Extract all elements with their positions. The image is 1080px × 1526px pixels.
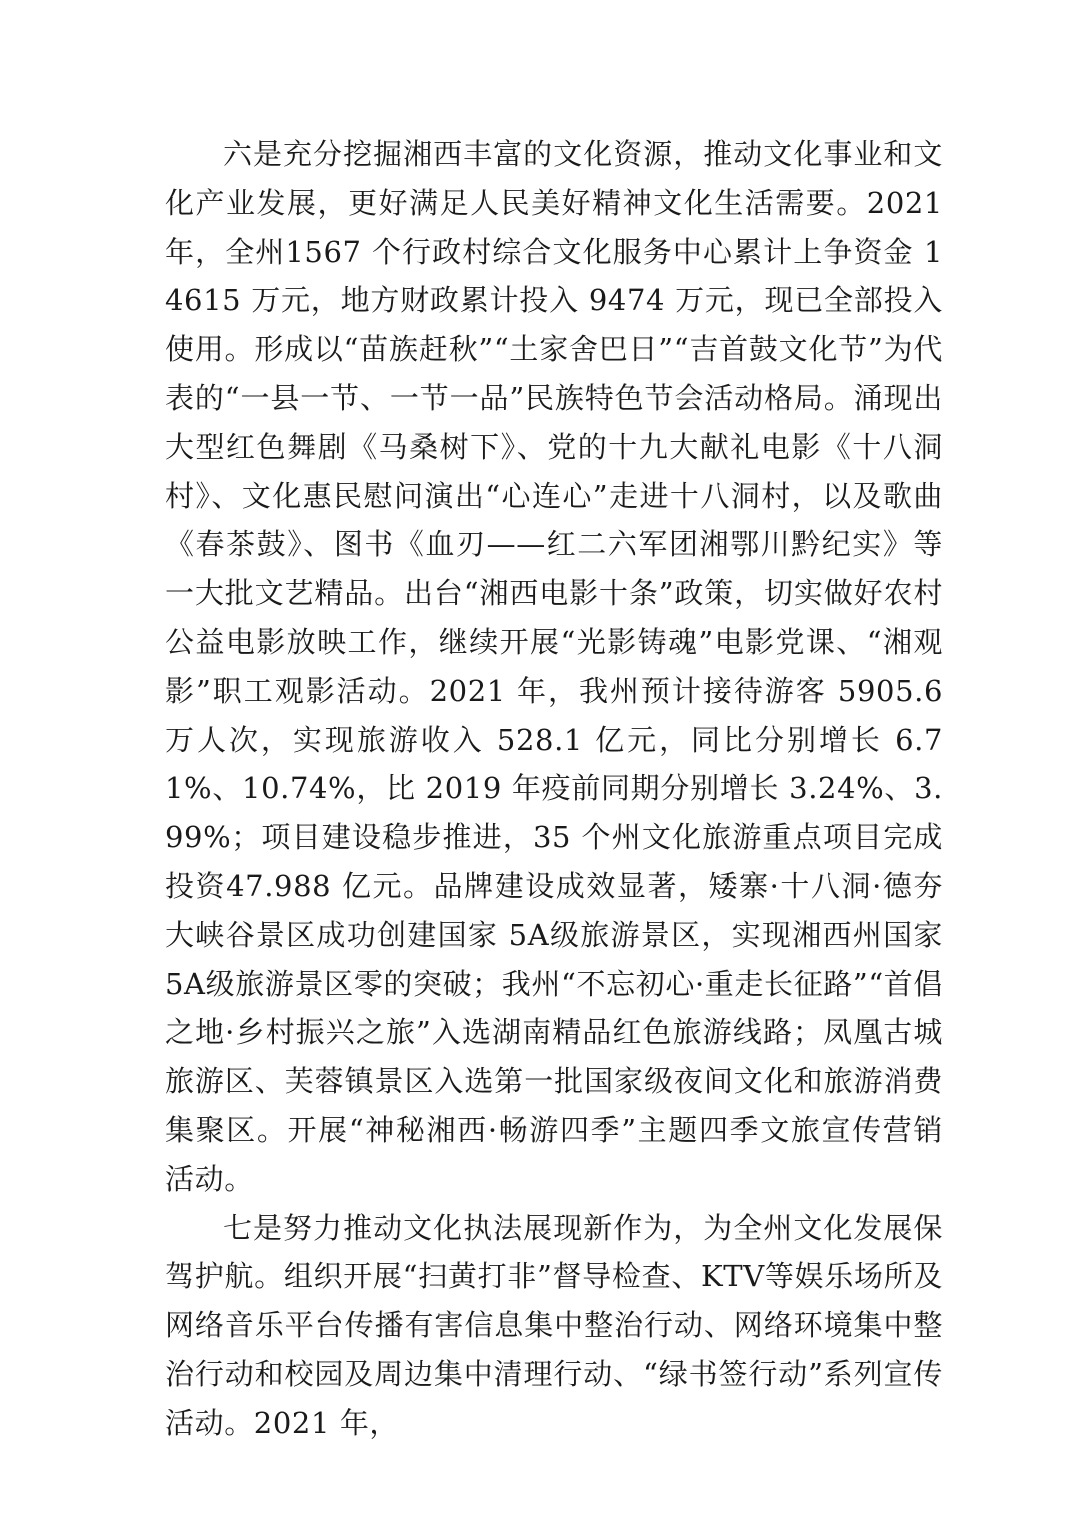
body-text [165,130,943,1448]
paragraph-six: 六是充分挖掘湘西丰富的文化资源，推动文化事业和文化产业发展，更好满足人民美好精神文化生活需要。2021 年，全州1567 个行政村综合文化服务中心累计上争资金 14615 万元，地方财政累计投入 9474 万元，现已全部投入使用。形成以“苗族赶秋”“土家舍巴日”“吉首鼓文化节”为代表的“一县一节、一节一品”民族特色节会活动格局。涌现出大型红色舞剧《马桑树下》、党的十九大献礼电影《十八洞村》、文化惠民慰问演出“心连心”走进十八洞村，以及歌曲《春茶鼓》、图书《血刃——红二六军团湘鄂川黔纪实》等一大批文艺精品。出台“湘西电影十条”政策，切实做好农村公益电影放映工作，继续开展“光影铸魂”电影党课、“湘观影”职工观影活动。2021 年，我州预计接待游客 5905.6 万人次，实现旅游收入 528.1 亿元，同比分别增长 6.71%、10.74%，比 2019 年疫前同期分别增长 3.24%、3.99%；项目建设稳步推进，35 个州文化旅游重点项目完成投资47.988 亿元。品牌建设成效显著，矮寨·十八洞·德夯大峡谷景区成功创建国家 5A级旅游景区，实现湘西州国家 5A级旅游景区零的突破；我州“不忘初心·重走长征路”“首倡之地·乡村振兴之旅”入选湖南精品红色旅游线路；凤凰古城旅游区、芙蓉镇景区入选第一批国家级夜间文化和旅游消费集聚区。开展“神秘湘西·畅游四季”主题四季文旅宣传营销活动。 [165,137,943,1196]
paragraph-seven: 七是努力推动文化执法展现新作为，为全州文化发展保驾护航。组织开展“扫黄打非”督导检查、KTV等娱乐场所及网络音乐平台传播有害信息集中整治行动、网络环境集中整治行动和校园及周边集中清理行动、“绿书签行动”系列宣传活动。2021 年， [165,1210,943,1440]
